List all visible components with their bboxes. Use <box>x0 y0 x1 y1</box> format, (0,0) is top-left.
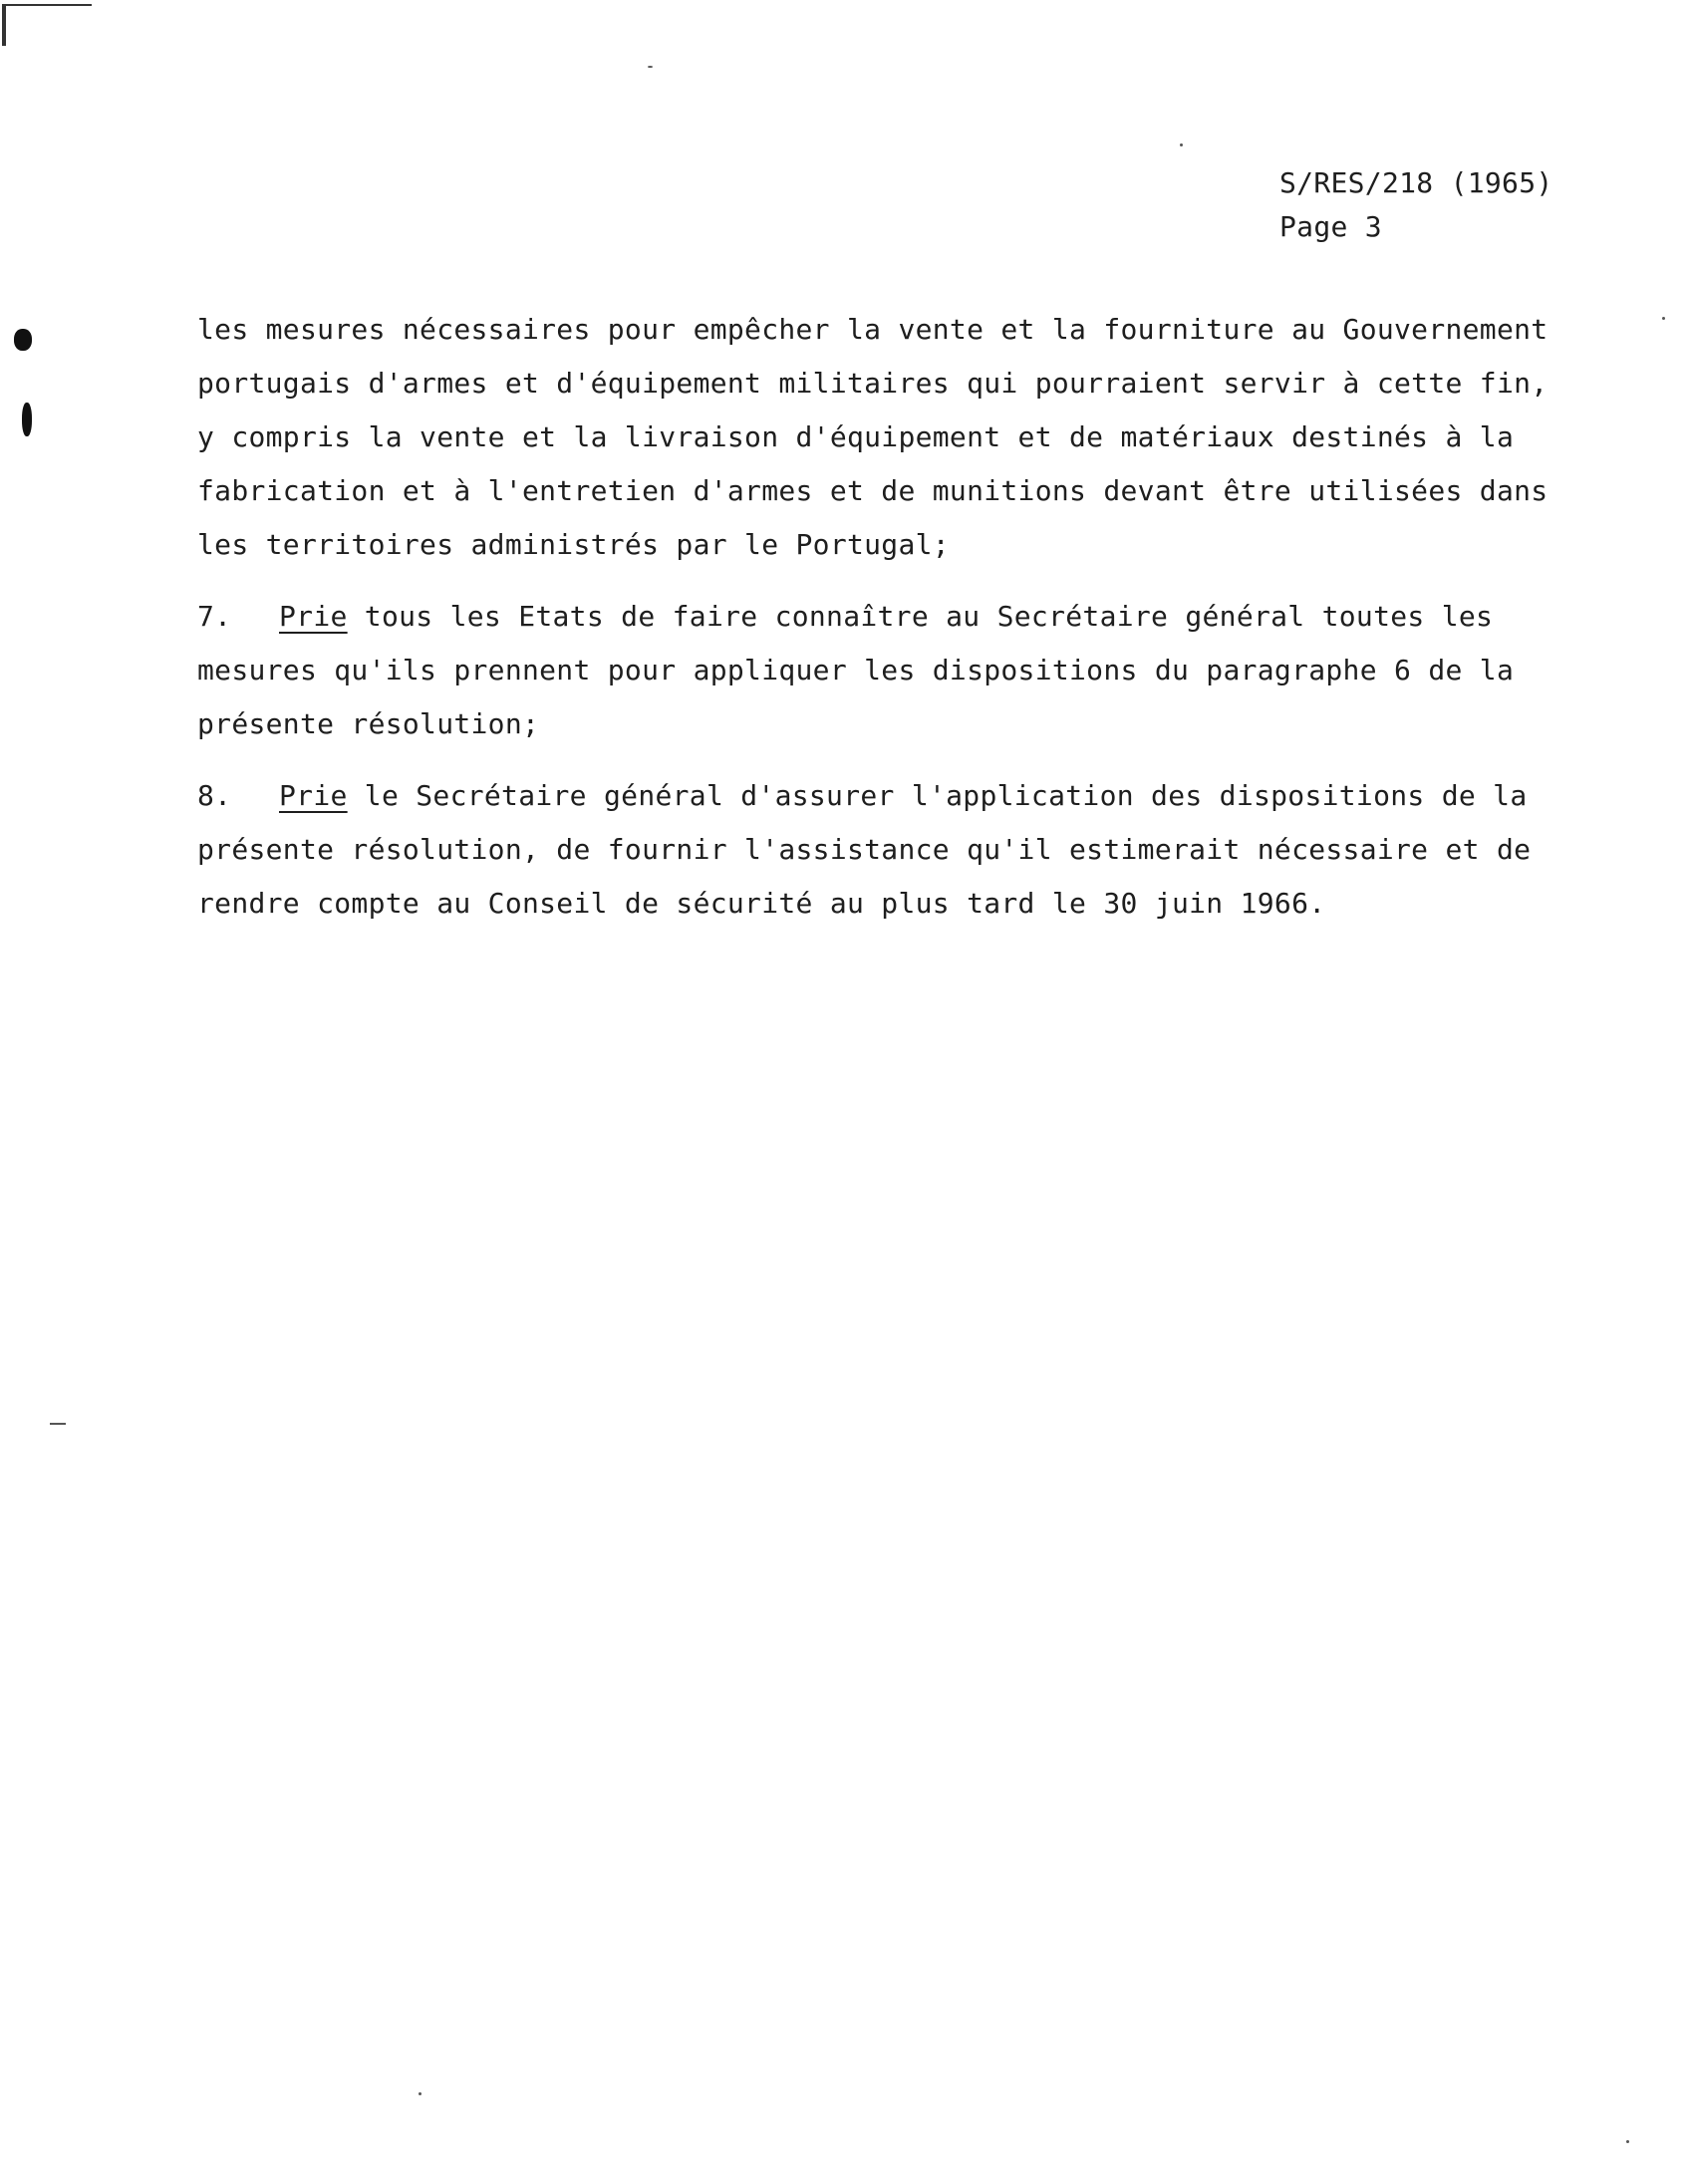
text-line: les territoires administrés par le Portugal; <box>197 528 950 561</box>
text-line: les mesures nécessaires pour empêcher la vente et la fourniture au Gouvernement <box>197 313 1549 346</box>
text-segment: tous les Etats de faire connaître au Secrétaire général toutes les <box>347 600 1494 633</box>
document-body <box>197 303 1549 931</box>
paragraph-number: 7. <box>197 600 232 633</box>
text-line: portugais d'armes et d'équipement militaires qui pourraient servir à cette fin, <box>197 367 1549 400</box>
operative-keyword: Prie <box>279 779 348 812</box>
scan-border-line <box>2 4 92 6</box>
scan-speck <box>648 66 653 68</box>
punch-hole-mark <box>22 403 32 436</box>
text-line: rendre compte au Conseil de sécurité au plus tard le 30 juin 1966. <box>197 887 1326 920</box>
text-line: présente résolution, de fournir l'assistance qu'il estimerait nécessaire et de <box>197 833 1532 866</box>
text-line: mesures qu'ils prennent pour appliquer les dispositions du paragraphe 6 de la <box>197 654 1515 686</box>
document-symbol: S/RES/218 (1965) <box>1279 166 1553 199</box>
operative-paragraph-8 <box>197 769 1532 931</box>
continuation-paragraph <box>197 303 1549 572</box>
text-line <box>197 769 1528 823</box>
paragraph-number: 8. <box>197 779 232 812</box>
scan-speck <box>419 2092 422 2095</box>
scan-speck <box>1662 317 1665 320</box>
text-line: présente résolution; <box>197 707 540 740</box>
operative-paragraph-7 <box>197 590 1523 751</box>
document-header <box>1279 161 1553 249</box>
scan-speck <box>1626 2140 1629 2143</box>
page-number: Page 3 <box>1279 210 1382 243</box>
scan-speck <box>50 1423 66 1425</box>
punch-hole-mark <box>14 329 32 351</box>
scan-speck <box>1180 143 1183 146</box>
text-line <box>197 590 1523 644</box>
text-segment: le Secrétaire général d'assurer l'application des dispositions de la <box>347 779 1528 812</box>
text-line: y compris la vente et la livraison d'équipement et de matériaux destinés à la <box>197 420 1515 453</box>
scan-corner-mark <box>2 4 6 46</box>
text-line: fabrication et à l'entretien d'armes et de munitions devant être utilisées dans <box>197 474 1549 507</box>
operative-keyword: Prie <box>279 600 348 633</box>
